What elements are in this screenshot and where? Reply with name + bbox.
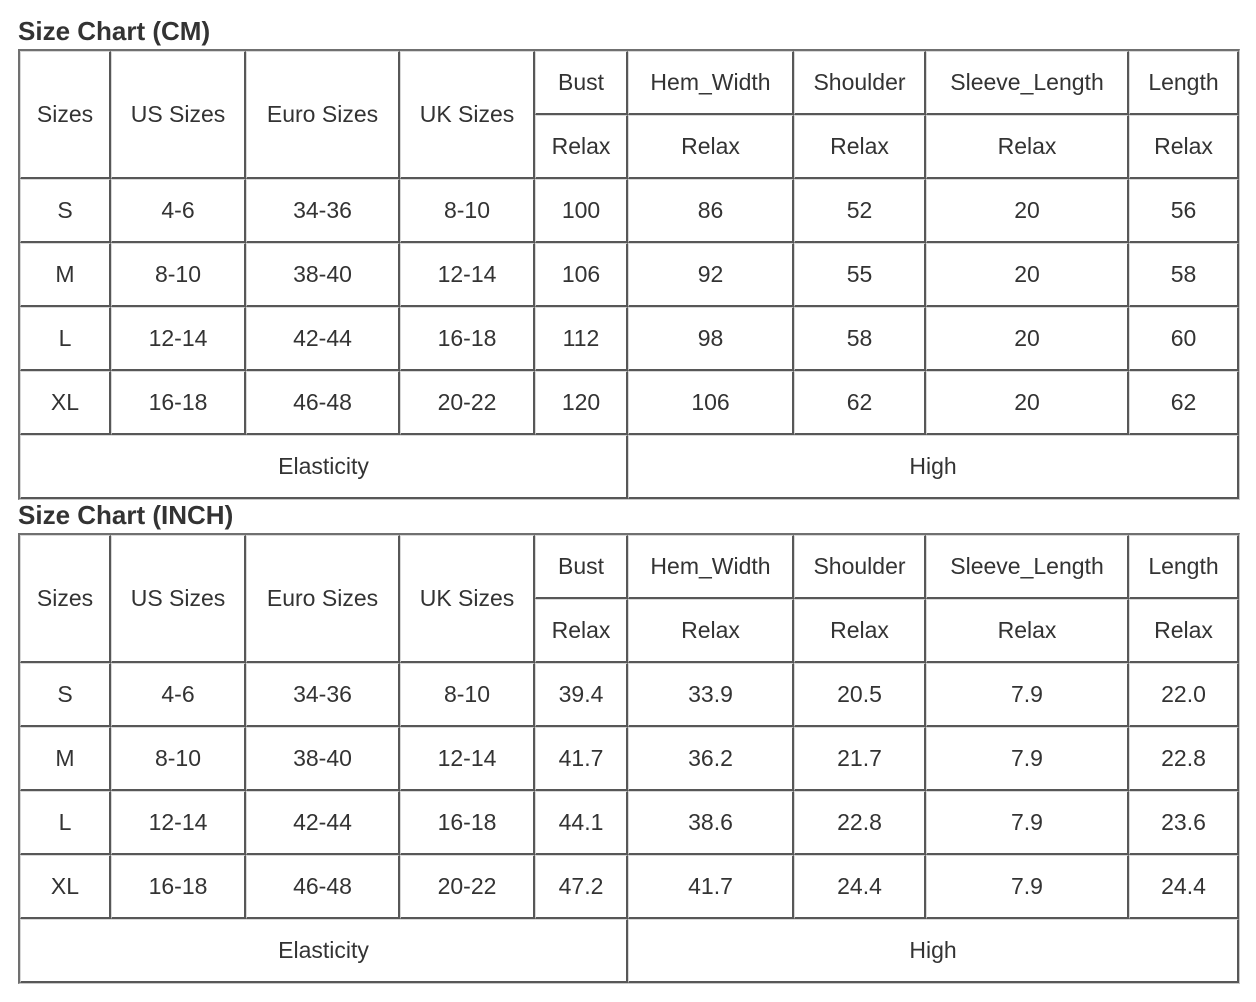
elasticity-value: High <box>628 919 1239 983</box>
header-hem-width: Hem_Width <box>628 535 794 599</box>
cell-euro-size: 34-36 <box>246 663 400 727</box>
cell-bust: 112 <box>535 307 628 371</box>
elasticity-row <box>20 435 1239 499</box>
cell-length: 58 <box>1129 243 1239 307</box>
cell-euro-size: 34-36 <box>246 179 400 243</box>
cell-sleeve-length: 7.9 <box>926 855 1129 919</box>
size-chart-cm-title: Size Chart (CM) <box>18 16 211 46</box>
cell-size: L <box>20 307 111 371</box>
cell-us-size: 16-18 <box>111 371 246 435</box>
cell-sleeve-length: 7.9 <box>926 727 1129 791</box>
fit-hem-width: Relax <box>628 115 794 179</box>
cell-size: S <box>20 663 111 727</box>
cell-size: S <box>20 179 111 243</box>
cell-size: L <box>20 791 111 855</box>
table-row <box>20 307 1239 371</box>
cell-length: 62 <box>1129 371 1239 435</box>
header-shoulder: Shoulder <box>794 535 926 599</box>
cell-euro-size: 38-40 <box>246 727 400 791</box>
cell-us-size: 8-10 <box>111 243 246 307</box>
cell-uk-size: 8-10 <box>400 179 535 243</box>
table-row <box>20 727 1239 791</box>
size-chart-inch-title: Size Chart (INCH) <box>18 500 234 530</box>
cell-sleeve-length: 7.9 <box>926 663 1129 727</box>
table-row <box>20 855 1239 919</box>
cell-us-size: 8-10 <box>111 727 246 791</box>
header-row <box>20 51 1239 115</box>
cell-bust: 44.1 <box>535 791 628 855</box>
cell-euro-size: 46-48 <box>246 855 400 919</box>
cell-uk-size: 16-18 <box>400 307 535 371</box>
cell-hem-width: 86 <box>628 179 794 243</box>
table-row <box>20 179 1239 243</box>
cell-length: 22.0 <box>1129 663 1239 727</box>
cell-shoulder: 24.4 <box>794 855 926 919</box>
header-bust: Bust <box>535 535 628 599</box>
fit-bust: Relax <box>535 599 628 663</box>
header-us-sizes: US Sizes <box>111 51 246 179</box>
header-sleeve-length: Sleeve_Length <box>926 51 1129 115</box>
cell-bust: 39.4 <box>535 663 628 727</box>
elasticity-row <box>20 919 1239 983</box>
header-length: Length <box>1129 535 1239 599</box>
cell-hem-width: 41.7 <box>628 855 794 919</box>
fit-sleeve-length: Relax <box>926 115 1129 179</box>
elasticity-label: Elasticity <box>20 435 628 499</box>
cell-uk-size: 16-18 <box>400 791 535 855</box>
header-uk-sizes: UK Sizes <box>400 51 535 179</box>
fit-hem-width: Relax <box>628 599 794 663</box>
cell-size: XL <box>20 855 111 919</box>
header-euro-sizes: Euro Sizes <box>246 535 400 663</box>
cell-sleeve-length: 20 <box>926 307 1129 371</box>
cell-sleeve-length: 7.9 <box>926 791 1129 855</box>
table-row <box>20 243 1239 307</box>
size-chart-inch-table <box>18 533 1240 984</box>
cell-shoulder: 52 <box>794 179 926 243</box>
cell-sleeve-length: 20 <box>926 371 1129 435</box>
header-length: Length <box>1129 51 1239 115</box>
cell-bust: 41.7 <box>535 727 628 791</box>
cell-length: 56 <box>1129 179 1239 243</box>
cell-uk-size: 12-14 <box>400 727 535 791</box>
table-row <box>20 663 1239 727</box>
cell-hem-width: 38.6 <box>628 791 794 855</box>
cell-us-size: 12-14 <box>111 307 246 371</box>
cell-bust: 100 <box>535 179 628 243</box>
table-row <box>20 791 1239 855</box>
cell-length: 23.6 <box>1129 791 1239 855</box>
fit-sleeve-length: Relax <box>926 599 1129 663</box>
cell-length: 60 <box>1129 307 1239 371</box>
cell-us-size: 16-18 <box>111 855 246 919</box>
cell-size: M <box>20 243 111 307</box>
cell-hem-width: 98 <box>628 307 794 371</box>
cell-bust: 106 <box>535 243 628 307</box>
header-shoulder: Shoulder <box>794 51 926 115</box>
cell-us-size: 12-14 <box>111 791 246 855</box>
elasticity-value: High <box>628 435 1239 499</box>
cell-hem-width: 92 <box>628 243 794 307</box>
cell-shoulder: 22.8 <box>794 791 926 855</box>
cell-shoulder: 62 <box>794 371 926 435</box>
fit-shoulder: Relax <box>794 599 926 663</box>
header-row <box>20 535 1239 599</box>
table-row <box>20 371 1239 435</box>
cell-size: XL <box>20 371 111 435</box>
cell-euro-size: 38-40 <box>246 243 400 307</box>
fit-length: Relax <box>1129 115 1239 179</box>
elasticity-label: Elasticity <box>20 919 628 983</box>
header-sleeve-length: Sleeve_Length <box>926 535 1129 599</box>
header-sizes: Sizes <box>20 535 111 663</box>
header-sizes: Sizes <box>20 51 111 179</box>
cell-sleeve-length: 20 <box>926 179 1129 243</box>
cell-uk-size: 20-22 <box>400 855 535 919</box>
cell-length: 22.8 <box>1129 727 1239 791</box>
header-euro-sizes: Euro Sizes <box>246 51 400 179</box>
cell-hem-width: 36.2 <box>628 727 794 791</box>
cell-euro-size: 46-48 <box>246 371 400 435</box>
cell-hem-width: 33.9 <box>628 663 794 727</box>
cell-shoulder: 20.5 <box>794 663 926 727</box>
header-uk-sizes: UK Sizes <box>400 535 535 663</box>
cell-hem-width: 106 <box>628 371 794 435</box>
cell-euro-size: 42-44 <box>246 791 400 855</box>
header-us-sizes: US Sizes <box>111 535 246 663</box>
fit-bust: Relax <box>535 115 628 179</box>
cell-uk-size: 8-10 <box>400 663 535 727</box>
header-bust: Bust <box>535 51 628 115</box>
header-hem-width: Hem_Width <box>628 51 794 115</box>
cell-euro-size: 42-44 <box>246 307 400 371</box>
cell-shoulder: 21.7 <box>794 727 926 791</box>
cell-length: 24.4 <box>1129 855 1239 919</box>
cell-uk-size: 20-22 <box>400 371 535 435</box>
cell-size: M <box>20 727 111 791</box>
cell-shoulder: 58 <box>794 307 926 371</box>
cell-bust: 47.2 <box>535 855 628 919</box>
cell-shoulder: 55 <box>794 243 926 307</box>
cell-sleeve-length: 20 <box>926 243 1129 307</box>
cell-uk-size: 12-14 <box>400 243 535 307</box>
cell-bust: 120 <box>535 371 628 435</box>
cell-us-size: 4-6 <box>111 663 246 727</box>
fit-length: Relax <box>1129 599 1239 663</box>
fit-shoulder: Relax <box>794 115 926 179</box>
size-chart-cm-table <box>18 49 1240 500</box>
cell-us-size: 4-6 <box>111 179 246 243</box>
